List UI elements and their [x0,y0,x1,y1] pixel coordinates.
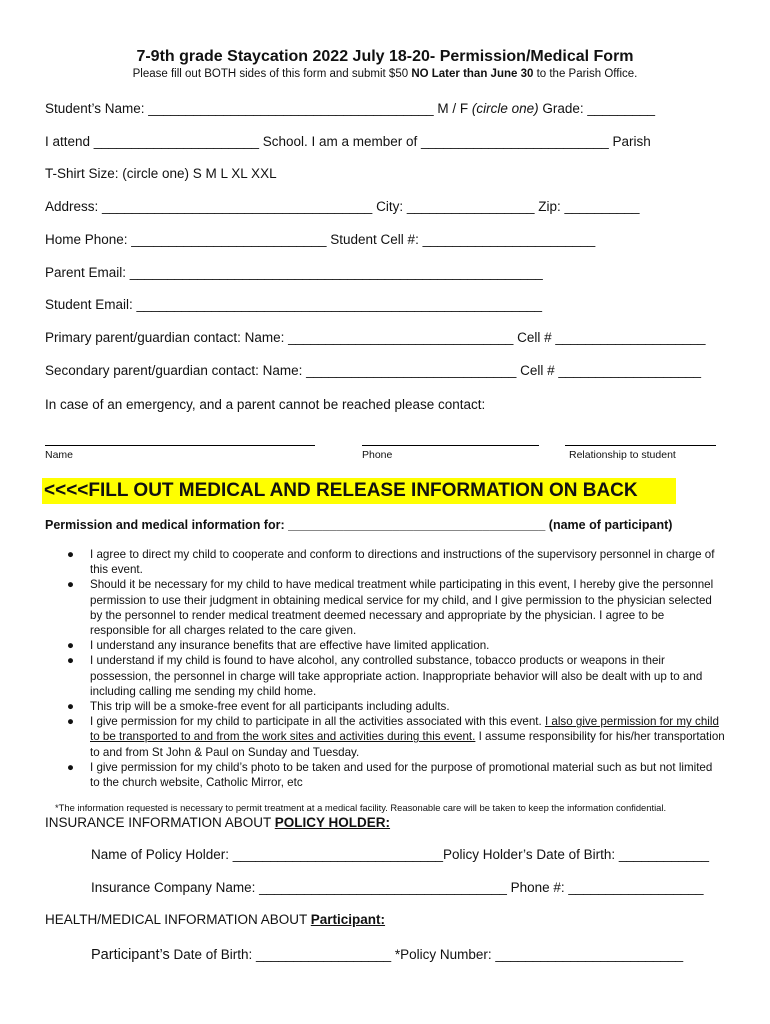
bullet-icon: ● [67,715,75,729]
bullet-icon: ● [67,700,75,714]
primary-contact-line[interactable]: Primary parent/guardian contact: Name: ______________________________ Cell # ____________________ [45,330,706,345]
bullet-icon: ● [67,760,75,774]
emergency-relationship-field[interactable] [565,445,716,446]
health-heading-text: HEALTH/MEDICAL INFORMATION ABOUT [45,912,311,927]
transport-permission-text: I also give permission for my child to be transported to and from the work sites and activities during this event. [90,715,719,744]
bullet-icon: ● [67,639,75,653]
consent-text: I give permission for my child’s photo to be taken and used for the purpose of promotional material such as but not limited to the church website, Catholic Mirror, etc [90,760,713,790]
list-item [45,699,725,714]
student-email-line[interactable]: Student Email: ______________________________________________________ [45,297,542,312]
dob-policy-fields: Date of Birth: __________________ *Policy Number: _________________________ [169,947,684,962]
form-title: 7-9th grade Staycation 2022 July 18-20- Permission/Medical Form [136,48,634,65]
consent-text: This trip will be a smoke-free event for all participants including adults. [90,700,450,714]
list-item [45,714,725,760]
parent-email-line[interactable]: Parent Email: _______________________________________________________ [45,265,543,280]
insurance-heading-text: INSURANCE INFORMATION ABOUT [45,815,275,830]
participant-label: Participant’s [91,947,170,963]
list-item [45,638,725,653]
tshirt-size-line[interactable]: T-Shirt Size: (circle one) S M L XL XXL [45,166,277,181]
participant-heading: Participant: [310,912,386,927]
subtitle-deadline: NO Later than June 30 [411,68,534,80]
list-item [45,577,725,638]
consent-list [45,547,725,790]
emergency-phone-field[interactable] [362,445,539,446]
consent-text: Should it be necessary for my child to have medical treatment while participating in this event, I hereby give the personnel permission to use their judgment in obtaining medical service for my child, and I give permission to the physician selected by the personnel to render medical treatment deemed necessary and appropriate by the physician. I agree to be responsible for all charges related to the care given. [90,578,714,638]
permission-line[interactable]: Permission and medical information for: _____________________________________ (name of participant) [45,518,673,532]
student-name-line[interactable] [45,101,655,116]
school-parish-line[interactable]: I attend ______________________ School. I am a member of _________________________ Parish [45,134,651,149]
medical-release-banner: <<<<FILL OUT MEDICAL AND RELEASE INFORMATION ON BACK [42,478,676,504]
emergency-phone-label: Phone [362,449,393,461]
emergency-relationship-label: Relationship to student [569,449,676,461]
list-item [45,653,725,699]
policy-holder-heading: POLICY HOLDER: [274,815,391,830]
bullet-icon: ● [67,654,75,668]
emergency-name-field[interactable] [45,445,315,446]
policy-holder-line[interactable]: Name of Policy Holder: ____________________________Policy Holder’s Date of Birth: ____________ [91,847,709,862]
phone-line[interactable]: Home Phone: __________________________ Student Cell #: _______________________ [45,232,596,247]
consent-text: I understand any insurance benefits that are effective have limited application. [90,639,490,653]
consent-text: I assume responsibility for his/her transportation to and from St John & Paul on Sunday and Tuesday. [90,730,725,759]
list-item [45,760,725,790]
consent-text: I understand if my child is found to have alcohol, any controlled substance, tobacco products or weapons in their possession, the personnel in charge will take appropriate action. Inappropriate behavior will also be dealt with up to and including calling me sending my child home. [90,654,703,698]
bullet-icon: ● [67,578,75,592]
student-name-label: Student’s Name: ______________________________________ M / F [45,101,469,116]
grade-label: Grade: _________ [538,101,655,116]
participant-dob-line[interactable] [91,947,683,963]
consent-text: I give permission for my child to participate in all the activities associated with this event. [90,715,545,729]
emergency-instructions: In case of an emergency, and a parent cannot be reached please contact: [45,397,486,412]
address-line[interactable]: Address: ____________________________________ City: _________________ Zip: __________ [45,199,640,214]
subtitle-text-end: to the Parish Office. [533,68,638,80]
circle-one-hint: (circle one) [468,101,539,116]
secondary-contact-line[interactable]: Secondary parent/guardian contact: Name: ____________________________ Cell # ___________________ [45,363,702,378]
form-subtitle [0,68,770,80]
insurance-company-line[interactable]: Insurance Company Name: _________________________________ Phone #: __________________ [91,880,704,895]
emergency-name-label: Name [45,449,74,461]
confidentiality-note: *The information requested is necessary to permit treatment at a medical facility. Reasonable care will be taken to keep the information confidential. [55,802,667,813]
bullet-icon: ● [67,548,75,561]
subtitle-text: Please fill out BOTH sides of this form and submit $50 [132,68,412,80]
list-item [45,547,725,577]
consent-text: I agree to direct my child to cooperate and conform to directions and instructions of the supervisory personnel in charge of this event. [90,548,715,577]
insurance-heading [45,815,390,830]
health-heading [45,912,385,927]
